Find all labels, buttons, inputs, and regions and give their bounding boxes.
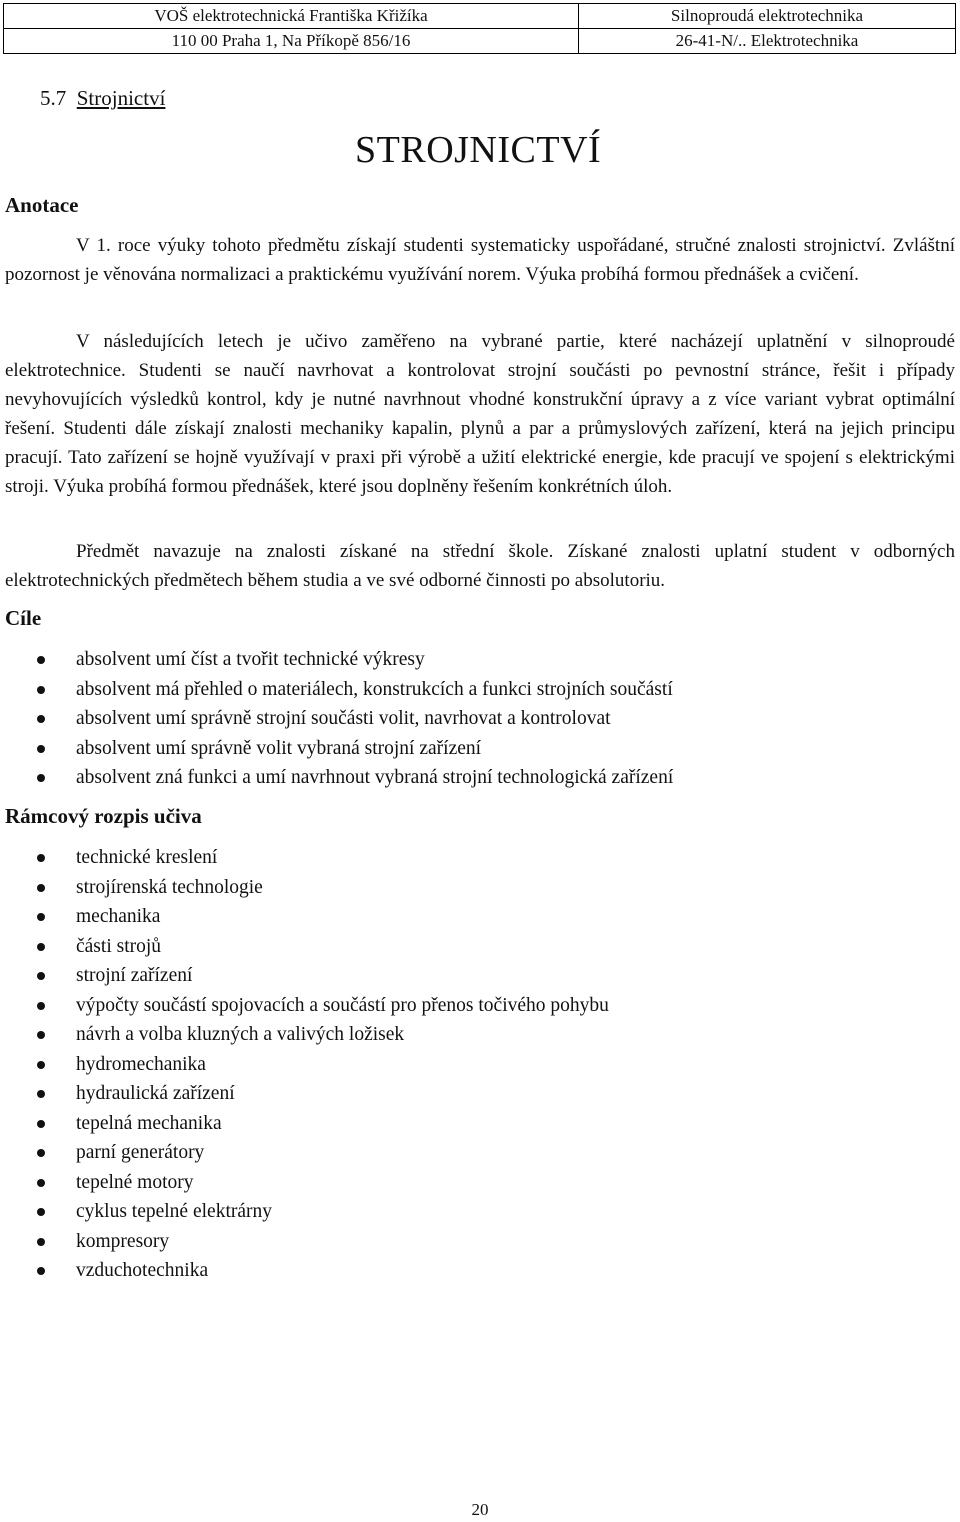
bullet-icon	[37, 854, 45, 862]
bullet-icon	[37, 715, 45, 723]
section-number: 5.7	[40, 86, 67, 110]
cile-heading: Cíle	[5, 606, 42, 630]
list-item	[0, 873, 609, 903]
header-program: Silnoproudá elektrotechnika	[579, 4, 956, 29]
list-item-text: cyklus tepelné elektrárny	[76, 1201, 272, 1222]
anotace-paragraph-3: Předmět navazuje na znalosti získané na střední škole. Získané znalosti uplatní student v odborných elektrotechnických předmětech během studia a ve své odborné činnosti po absolutoriu.	[5, 541, 955, 591]
list-item	[0, 1079, 609, 1109]
anotace-paragraph-1: V 1. roce výuky tohoto předmětu získají studenti systematicky uspořádané, stručné znalosti strojnictví. Zvláštní pozornost je věnována normalizaci a praktickému využívání norem. Výuka probíhá formou přednášek a cvičení.	[5, 235, 955, 285]
rozpis-heading: Rámcový rozpis učiva	[5, 804, 202, 828]
header-code: 26-41-N/.. Elektrotechnika	[579, 29, 956, 54]
bullet-icon	[37, 972, 45, 980]
bullet-icon	[37, 1149, 45, 1157]
list-item	[0, 1256, 609, 1286]
bullet-icon	[37, 943, 45, 951]
list-item	[0, 902, 609, 932]
list-item	[0, 961, 609, 991]
list-item-text: vzduchotechnika	[76, 1260, 209, 1281]
list-item	[0, 645, 673, 675]
list-item-text: hydraulická zařízení	[76, 1083, 235, 1104]
list-item-text: technické kreslení	[76, 847, 218, 868]
list-item-text: absolvent zná funkci a umí navrhnout vybraná strojní technologická zařízení	[76, 767, 674, 788]
header-address: 110 00 Praha 1, Na Příkopě 856/16	[4, 29, 579, 54]
list-item	[0, 1168, 609, 1198]
header-school: VOŠ elektrotechnická Františka Křižíka	[4, 4, 579, 29]
bullet-icon	[37, 1179, 45, 1187]
list-item	[0, 1227, 609, 1257]
bullet-icon	[37, 745, 45, 753]
list-item-text: absolvent umí správně strojní součásti volit, navrhovat a kontrolovat	[76, 708, 611, 729]
list-item	[0, 991, 609, 1021]
bullet-icon	[37, 1267, 45, 1275]
list-item-text: hydromechanika	[76, 1053, 206, 1075]
list-item	[0, 734, 673, 764]
bullet-icon	[37, 686, 45, 694]
bullet-icon	[37, 1002, 45, 1010]
section-heading	[40, 86, 165, 111]
list-item	[0, 763, 673, 793]
list-item-text: absolvent umí správně volit vybraná strojní zařízení	[76, 737, 482, 759]
list-item-text: tepelné motory	[76, 1171, 194, 1193]
section-name: Strojnictví	[76, 86, 166, 110]
list-item	[0, 704, 673, 734]
list-item	[0, 1020, 609, 1050]
page-title: STROJNICTVÍ	[355, 129, 602, 171]
list-item-text: výpočty součástí spojovacích a součástí pro přenos točivého pohybu	[76, 994, 609, 1016]
list-item	[0, 843, 609, 873]
list-item	[0, 675, 673, 705]
bullet-icon	[37, 774, 45, 782]
list-item-text: mechanika	[76, 906, 161, 927]
page-number: 20	[471, 1500, 489, 1519]
cile-list	[0, 645, 673, 793]
list-item	[0, 932, 609, 962]
list-item-text: absolvent umí číst a tvořit technické výkresy	[76, 649, 425, 670]
bullet-icon	[37, 1208, 45, 1216]
bullet-icon	[37, 1090, 45, 1098]
list-item	[0, 1138, 609, 1168]
list-item-text: strojírenská technologie	[76, 876, 263, 898]
bullet-icon	[37, 1238, 45, 1246]
list-item-text: parní generátory	[76, 1142, 205, 1163]
list-item-text: strojní zařízení	[76, 965, 193, 986]
list-item-text: tepelná mechanika	[76, 1112, 222, 1134]
list-item-text: návrh a volba kluzných a valivých ložisek	[76, 1024, 405, 1045]
list-item-text: kompresory	[76, 1230, 170, 1252]
anotace-heading: Anotace	[5, 193, 79, 217]
bullet-icon	[37, 1120, 45, 1128]
list-item	[0, 1197, 609, 1227]
page-header	[3, 3, 956, 54]
list-item-text: absolvent má přehled o materiálech, konstrukcích a funkci strojních součástí	[76, 678, 673, 700]
rozpis-list	[0, 843, 609, 1286]
anotace-paragraph-2: V následujících letech je učivo zaměřeno na vybrané partie, které nacházejí uplatnění v silnoproudé elektrotechnice. Studenti se naučí navrhovat a kontrolovat strojní součásti po pevnostní stránce, řešit i případy nevyhovujících výsledků kontrol, kdy je nutné navrhnout vhodné konstrukční úpravy a z více variant vybrat optimální řešení. Studenti dále získají znalosti mechaniky kapalin, plynů a par a průmyslových zařízení, která na jejich principu pracují. Tato zařízení se hojně využívají v praxi při výrobě a užití elektrické energie, kde pracují ve spojení s elektrickými stroji. Výuka probíhá formou přednášek, které jsou doplněny řešením konkrétních úloh.	[5, 331, 955, 497]
list-item	[0, 1050, 609, 1080]
list-item-text: části strojů	[76, 935, 162, 957]
bullet-icon	[37, 913, 45, 921]
list-item	[0, 1109, 609, 1139]
bullet-icon	[37, 884, 45, 892]
bullet-icon	[37, 1031, 45, 1039]
bullet-icon	[37, 656, 45, 664]
bullet-icon	[37, 1061, 45, 1069]
